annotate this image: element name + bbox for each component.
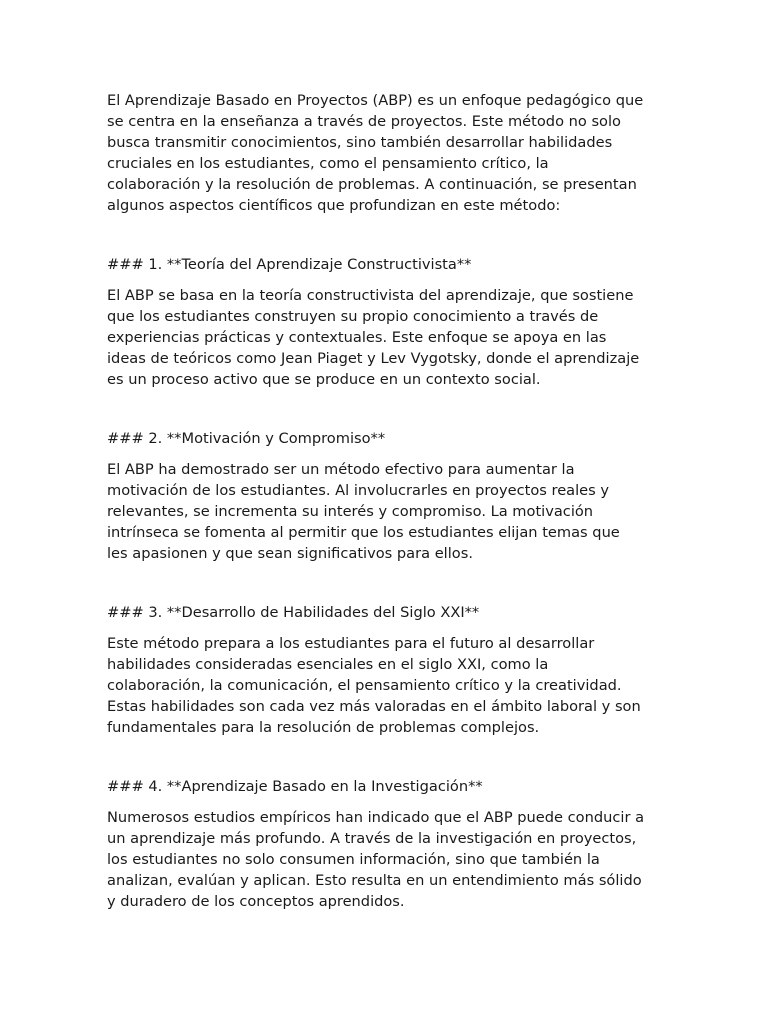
paragraph-line: relevantes, se incrementa su interés y compromiso. La motivación [107, 503, 594, 520]
intro-line: busca transmitir conocimientos, sino también desarrollar habilidades [107, 134, 613, 151]
paragraph-line: analizan, evalúan y aplican. Esto resulta en un entendimiento más sólido [107, 872, 642, 889]
intro-line: cruciales en los estudiantes, como el pensamiento crítico, la [107, 155, 549, 172]
paragraph-line: un aprendizaje más profundo. A través de la investigación en proyectos, [107, 830, 637, 847]
paragraph-line: es un proceso activo que se produce en un contexto social. [107, 371, 541, 388]
paragraph-line: y duradero de los conceptos aprendidos. [107, 893, 405, 910]
paragraph-line: les apasionen y que sean significativos para ellos. [107, 545, 473, 562]
section-3 [107, 602, 667, 738]
paragraph-line: experiencias prácticas y contextuales. Este enfoque se apoya en las [107, 329, 607, 346]
section-4 [107, 776, 667, 912]
paragraph-line: motivación de los estudiantes. Al involucrarles en proyectos reales y [107, 482, 610, 499]
section-heading: ### 4. **Aprendizaje Basado en la Investigación** [107, 778, 483, 795]
section-2 [107, 428, 667, 564]
paragraph-line: Numerosos estudios empíricos han indicado que el ABP puede conducir a [107, 809, 645, 826]
section-paragraph [107, 285, 667, 390]
paragraph-line: fundamentales para la resolución de problemas complejos. [107, 719, 540, 736]
section-heading: ### 3. **Desarrollo de Habilidades del Siglo XXI** [107, 604, 480, 621]
intro-line: El Aprendizaje Basado en Proyectos (ABP) es un enfoque pedagógico que [107, 92, 644, 109]
section-paragraph [107, 807, 667, 912]
section-heading: ### 2. **Motivación y Compromiso** [107, 430, 386, 447]
section-paragraph [107, 633, 667, 738]
section-1 [107, 254, 667, 390]
paragraph-line: los estudiantes no solo consumen información, sino que también la [107, 851, 600, 868]
paragraph-line: intrínseca se fomenta al permitir que los estudiantes elijan temas que [107, 524, 620, 541]
section-paragraph [107, 459, 667, 564]
intro-line: algunos aspectos científicos que profundizan en este método: [107, 197, 561, 214]
paragraph-line: colaboración, la comunicación, el pensamiento crítico y la creatividad. [107, 677, 622, 694]
paragraph-line: El ABP ha demostrado ser un método efectivo para aumentar la [107, 461, 575, 478]
paragraph-line: Estas habilidades son cada vez más valoradas en el ámbito laboral y son [107, 698, 641, 715]
intro-line: colaboración y la resolución de problemas. A continuación, se presentan [107, 176, 637, 193]
intro-line: se centra en la enseñanza a través de proyectos. Este método no solo [107, 113, 621, 130]
paragraph-line: habilidades consideradas esenciales en el siglo XXI, como la [107, 656, 549, 673]
paragraph-line: Este método prepara a los estudiantes para el futuro al desarrollar [107, 635, 595, 652]
paragraph-line: El ABP se basa en la teoría constructivista del aprendizaje, que sostiene [107, 287, 634, 304]
section-heading: ### 1. **Teoría del Aprendizaje Constructivista** [107, 256, 472, 273]
intro-paragraph [107, 90, 667, 216]
document-page [107, 90, 667, 950]
paragraph-line: ideas de teóricos como Jean Piaget y Lev Vygotsky, donde el aprendizaje [107, 350, 640, 367]
paragraph-line: que los estudiantes construyen su propio conocimiento a través de [107, 308, 599, 325]
